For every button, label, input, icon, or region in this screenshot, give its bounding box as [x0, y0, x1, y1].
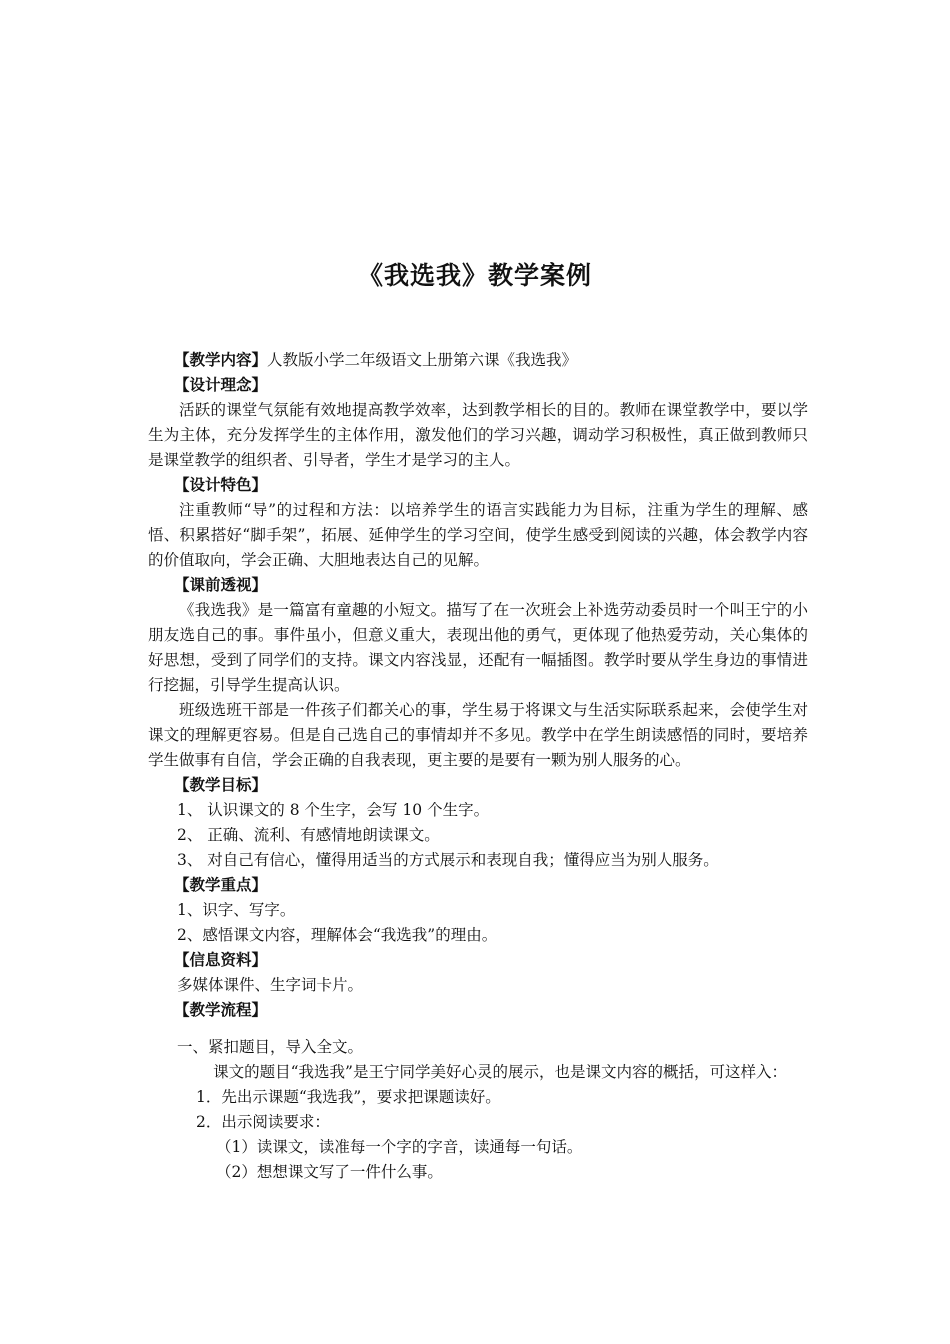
- section-teaching-content: [148, 348, 808, 373]
- section-heading: 【设计特色】: [174, 476, 268, 494]
- section-heading: 【设计理念】: [174, 376, 268, 394]
- flow-substep: 2．出示阅读要求：: [196, 1113, 330, 1131]
- section-heading: 【信息资料】: [174, 951, 268, 969]
- flow-substep: 1．先出示课题“我选我”，要求把课题读好。: [196, 1088, 501, 1106]
- list-item: 2、 正确、流利、有感情地朗读课文。: [177, 826, 440, 844]
- document-title: 《我选我》教学案例: [357, 261, 592, 290]
- paragraph: 班级选班干部是一件孩子们都关心的事，学生易于将课文与生活实际联系起来，会使学生对课文的理解更容易。但是自己选自己的事情却并不多见。教学中在学生朗读感悟的同时，要培养学生做事有自信，学会正确的自我表现，更主要的是要有一颗为别人服务的心。: [148, 701, 808, 769]
- paragraph: 多媒体课件、生字词卡片。: [177, 976, 364, 994]
- document-body: [148, 348, 808, 1185]
- section-text: 人教版小学二年级语文上册第六课《我选我》: [267, 351, 578, 369]
- list-item: 2、感悟课文内容，理解体会“我选我”的理由。: [177, 926, 498, 944]
- section-heading: 【教学重点】: [174, 876, 268, 894]
- spacer: [148, 1023, 808, 1035]
- paragraph: 注重教师“导”的过程和方法：以培养学生的语言实践能力为目标，注重为学生的理解、感悟、积累搭好“脚手架”，拓展、延伸学生的学习空间，使学生感受到阅读的兴趣，体会教学内容的价值取向，学会正确、大胆地表达自己的见解。: [148, 501, 808, 569]
- list-item: 1、 认识课文的 8 个生字，会写 10 个生字。: [177, 801, 490, 819]
- flow-step: 一、紧扣题目，导入全文。: [177, 1038, 364, 1056]
- section-heading: 【教学流程】: [174, 1001, 268, 1019]
- section-heading: 【教学内容】: [174, 351, 268, 369]
- paragraph: 课文的题目“我选我”是王宁同学美好心灵的展示，也是课文内容的概括，可这样入：: [213, 1063, 787, 1081]
- paragraph: 活跃的课堂气氛能有效地提高教学效率，达到教学相长的目的。教师在课堂教学中，要以学生为主体，充分发挥学生的主体作用，激发他们的学习兴趣，调动学习积极性，真正做到教师只是课堂教学的组织者、引导者，学生才是学习的主人。: [148, 401, 808, 469]
- section-heading: 【教学目标】: [174, 776, 268, 794]
- list-item: 1、识字、写字。: [177, 901, 296, 919]
- list-item: 3、 对自己有信心，懂得用适当的方式展示和表现自我；懂得应当为别人服务。: [177, 851, 719, 869]
- section-heading: 【课前透视】: [174, 576, 268, 594]
- paragraph: 《我选我》是一篇富有童趣的小短文。描写了在一次班会上补选劳动委员时一个叫王宁的小朋友选自己的事。事件虽小，但意义重大，表现出他的勇气，更体现了他热爱劳动，关心集体的好思想，受到了同学们的支持。课文内容浅显，还配有一幅插图。教学时要从学生身边的事情进行挖掘，引导学生提高认识。: [148, 601, 808, 694]
- flow-requirement: （1）读课文，读准每一个字的字音，读通每一句话。: [216, 1138, 583, 1156]
- flow-requirement: （2）想想课文写了一件什么事。: [216, 1163, 443, 1181]
